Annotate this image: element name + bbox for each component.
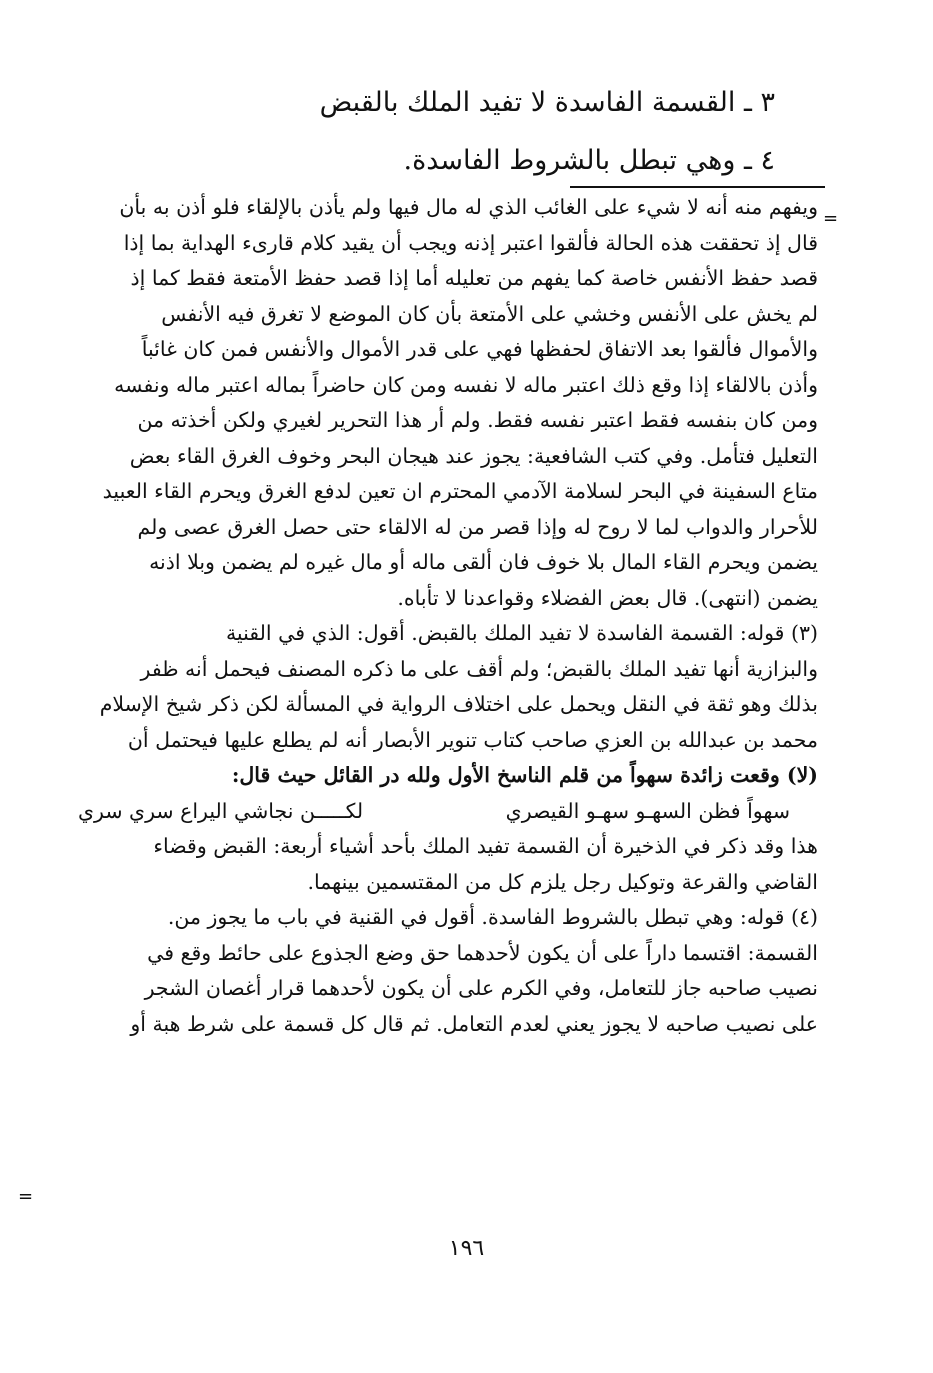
note-3-line: القاضي والقرعة وتوكيل رجل يلزم كل من المقتسمين بينهما. <box>307 869 818 894</box>
note-3-line: (لا) وقعت زائدة سهواً من قلم الناسخ الأول ولله در القائل حيث قال: <box>231 763 818 787</box>
footnote-line: قصد حفظ الأنفس خاصة كما يفهم من تعليله أما إذا قصد حفظ الأمتعة فقط كما إذ <box>130 266 818 290</box>
main-text-item-4: ٤ ـ وهي تبطل بالشروط الفاسدة. <box>403 145 775 176</box>
footnotes-block <box>58 190 818 1042</box>
footnote-line: والأموال فألقوا بعد الاتفاق لحفظها فهي على قدر الأموال والأنفس فمن كان غائباً <box>141 337 818 361</box>
continuation-mark-bottom: = <box>18 1186 34 1207</box>
note-4-line: نصيب صاحبه جاز للتعامل، وفي الكرم على أن يكون لأحدهما قرار أغصان الشجر <box>144 976 818 1000</box>
note-4-line: (٤) قوله: وهي تبطل بالشروط الفاسدة. أقول في القنية في باب ما يجوز من. <box>167 905 818 929</box>
note-3-line: هذا وقد ذكر في الذخيرة أن القسمة تفيد الملك بأحد أشياء أربعة: القبض وقضاء <box>153 834 818 858</box>
footnote-line: وأذن بالالقاء إذا وقع ذلك اعتبر ماله لا نفسه ومن كان حاضراً بماله اعتبر ماله ونفسه <box>114 372 818 397</box>
footnote-line: التعليل فتأمل. وفي كتب الشافعية: يجوز عند هيجان البحر وخوف الغرق القاء بعض <box>129 443 818 468</box>
verse-first-hemistich: لكـــــن نجاشي اليراع سري سري <box>78 798 364 823</box>
footnote-line: يضمن (انتهى). قال بعض الفضلاء وقواعدنا لا تأباه. <box>397 585 818 610</box>
note-4-line: القسمة: اقتسما داراً على أن يكون لأحدهما حق وضع الجذوع على حائط وقع في <box>147 940 818 965</box>
main-text-items <box>215 74 775 190</box>
footnote-line: قال إذ تحققت هذه الحالة فألقوا اعتبر إذنه ويجب أن يقيد كلام قارىء الهداية بما إذا <box>123 230 818 255</box>
footnote-line: متاع السفينة في البحر لسلامة الآدمي المحترم ان تعين لدفع الغرق ويحرم القاء العبيد <box>102 479 818 503</box>
note-3-line: والبزازية أنها تفيد الملك بالقبض؛ ولم أقف على ما ذكره المصنف فيحمل أنه ظفر <box>140 656 818 681</box>
verse-second-hemistich: سهواً فظن السهـو سهـو القيصري <box>505 798 790 823</box>
main-text-item-3: ٣ ـ القسمة الفاسدة لا تفيد الملك بالقبض <box>319 87 775 118</box>
footnote-line: للأحرار والدواب لما لا روح له وإذا قصر من له الالقاء حتى حصل الغرق عصى ولم <box>137 514 818 539</box>
note-4-line: على نصيب صاحبه لا يجوز يعني لعدم التعامل. ثم قال كل قسمة على شرط هبة أو <box>130 1011 818 1036</box>
continuation-mark-top: = <box>823 208 839 229</box>
note-3-line: (٣) قوله: القسمة الفاسدة لا تفيد الملك بالقبض. أقول: الذي في القنية <box>225 621 818 645</box>
page-number: ١٩٦ <box>448 1236 485 1261</box>
footnote-line: لم يخش على الأنفس وخشي على الأمتعة بأن كان الموضع لا تغرق فيه الأنفس <box>161 301 818 326</box>
footnote-line: ومن كان بنفسه فقط اعتبر نفسه فقط. ولم أر هذا التحرير لغيري ولكن أخذته من <box>137 408 818 432</box>
footnote-line: يضمن ويحرم القاء المال بلا خوف فان ألقى ماله أو مال غيره لم يضمن وبلا اذنه <box>149 550 818 574</box>
note-3-line: محمد بن عبدالله بن العزي صاحب كتاب تنوير الأبصار أنه لم يطلع عليها فيحتمل أن <box>127 727 818 752</box>
footnote-line: ويفهم منه أنه لا شيء على الغائب الذي له مال فيها ولم يأذن بالإلقاء فلو أذن به بأن <box>119 195 818 219</box>
note-3-line: بذلك وهو ثقة في النقل ويحمل على اختلاف الرواية في المسألة لكن ذكر شيخ الإسلام <box>99 692 818 716</box>
poetry-verse <box>58 794 818 830</box>
footnote-separator-rule <box>570 186 825 188</box>
